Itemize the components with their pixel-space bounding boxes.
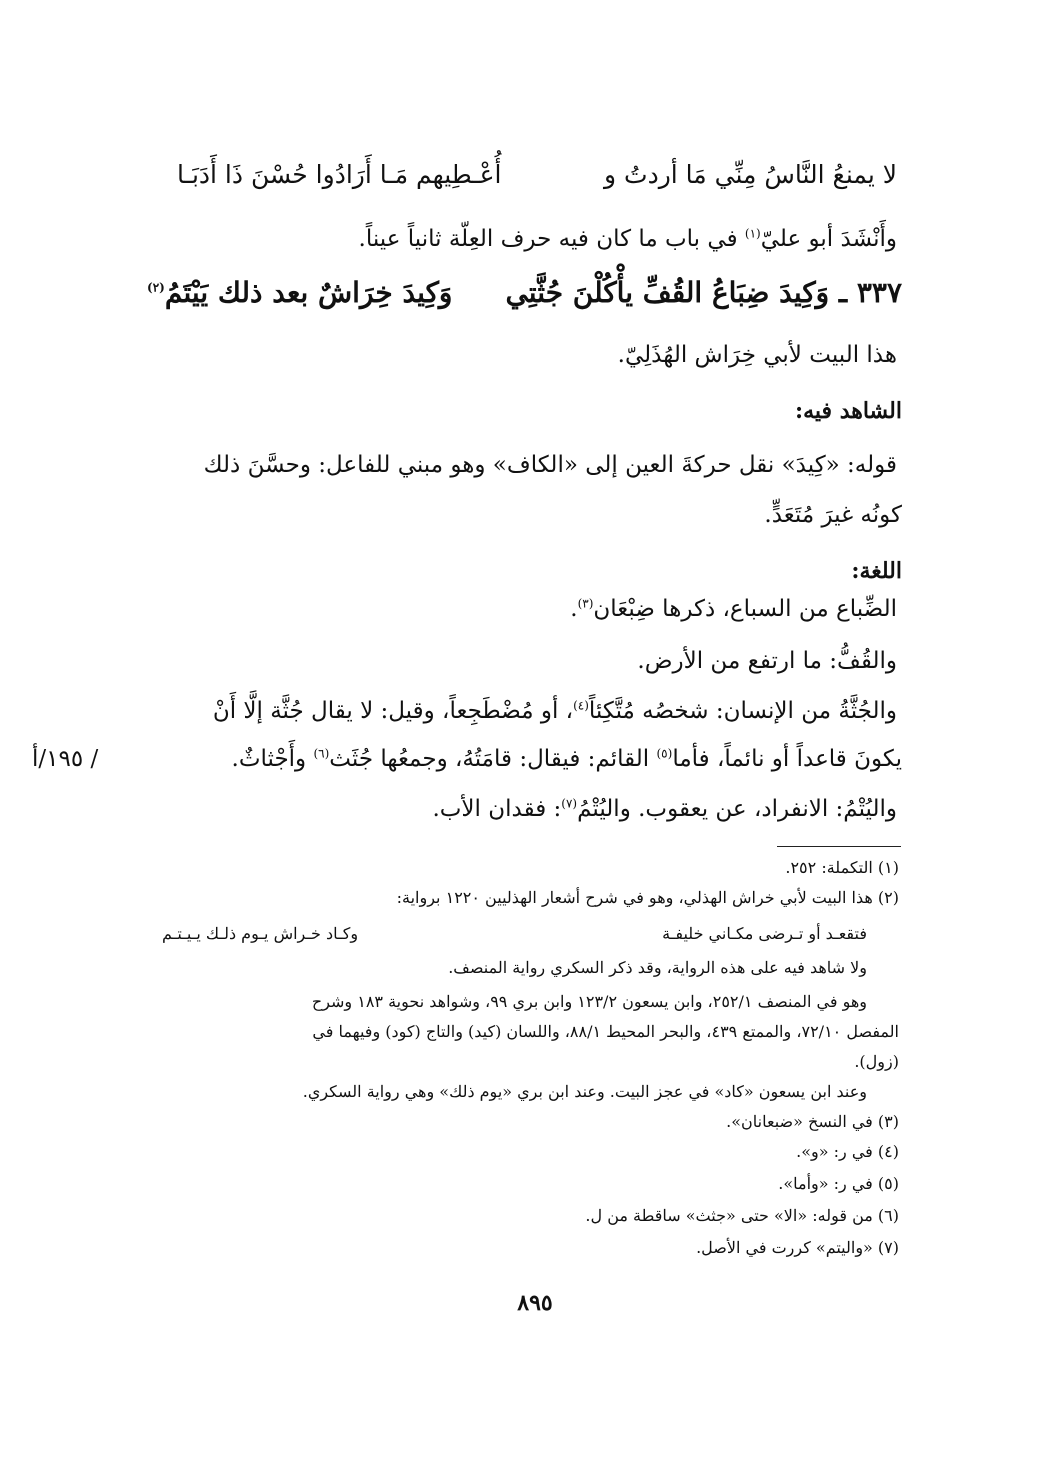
- intro-text-before: وأَنْشَدَ أبو عليّ: [760, 226, 897, 252]
- footnote-1: (١) التكملة: ٢٥٢.: [785, 858, 899, 877]
- footnote-2-line-3: ولا شاهد فيه على هذه الرواية، وقد ذكر السكري رواية المنصف.: [448, 958, 867, 977]
- footnote-2-line-7: وعند ابن يسعون «كاد» في عجز البيت. وعند ابن بري «يوم ذلك» وهي رواية السكري.: [302, 1082, 867, 1101]
- heading-lugha: اللغة:: [851, 558, 902, 584]
- footnote-marker-4: (٤): [573, 698, 589, 713]
- footnote-7: (٧) «واليتم» كررت في الأصل.: [696, 1238, 899, 1257]
- lugha-line-1-text: الضِّباع من السباع، ذكرها ضِبْعَان: [593, 596, 897, 622]
- lugha-line-1: [570, 596, 897, 622]
- attribution-line: هذا البيت لأبي خِرَاش الهُذَلِيّ.: [617, 342, 897, 368]
- lugha-line-3-part1: والجُثَّةُ من الإنسان: شخصُه مُتَّكِئاً: [588, 698, 897, 724]
- lugha-line-2: والقُفُّ: ما ارتفع من الأرض.: [637, 648, 897, 674]
- shahid-line-2: كونُه غيرَ مُتَعَدٍّ.: [764, 502, 902, 528]
- lugha-line-4-part2: القائم: فيقال: قامَتُهُ، وجمعُها جُثَث: [329, 746, 657, 772]
- page-number: ٨٩٥: [517, 1290, 553, 1316]
- lugha-line-3-part2: ، أو مُضْطَجِعاً، وقيل: لا يقال جُثَّة إلَّا أَنْ: [212, 698, 574, 724]
- lugha-line-4-part1: يكونَ قاعداً أو نائماً، فأما: [672, 746, 902, 772]
- lugha-line-5-part2: : فقدان الأب.: [432, 796, 562, 822]
- footnote-2-verse: [162, 924, 867, 950]
- main-verse-first-hemistich: ٣٣٧ ـ وَكِيدَ ضِبَاعُ القُفِّ يأْكُلْنَ جُثَّتِي: [505, 276, 902, 309]
- main-verse: [147, 276, 902, 324]
- footnote-5: (٥) في ر: «وأما».: [778, 1174, 899, 1193]
- lugha-line-4: [232, 746, 902, 772]
- lugha-line-1-end: .: [570, 596, 578, 622]
- footnote-2: (٢) هذا البيت لأبي خراش الهذلي، وهو في شرح أشعار الهذليين ١٢٢٠ برواية:: [396, 888, 899, 907]
- footnote-marker-6: (٦): [313, 746, 330, 761]
- footnote-marker-7: (٧): [561, 796, 578, 811]
- footnote-2-line-4: وهو في المنصف ٢٥٢/١، وابن يسعون ١٢٣/٢ وابن بري ٩٩، وشواهد نحوية ١٨٣ وشرح: [311, 992, 867, 1011]
- footnote-3: (٣) في النسخ «ضبعانان».: [726, 1112, 899, 1131]
- heading-shahid: الشاهد فيه:: [794, 398, 902, 424]
- footnote-marker-2: (٢): [147, 280, 165, 295]
- footnote-marker-1: (١): [744, 226, 761, 241]
- intro-text-after: في باب ما كان فيه حرف العِلّة ثانياً عيناً.: [358, 226, 745, 252]
- footnote-2-verse-first: فتقعـد أو تـرضى مكـاني خليفـة: [662, 924, 867, 943]
- lugha-line-5: [432, 796, 897, 822]
- footnote-marker-5: (٥): [656, 746, 673, 761]
- footnote-2-verse-second: وكـاد خـراش يـوم ذلـك يـيـتـم: [162, 924, 359, 943]
- footnote-marker-3: (٣): [577, 596, 594, 611]
- lugha-line-5-part1: واليُتْمُ: الانفراد، عن يعقوب. واليُتْمُ: [577, 796, 897, 822]
- footnote-2-line-6: (زول).: [854, 1052, 899, 1071]
- lugha-line-4-part3: وأَجْثاثٌ.: [231, 746, 314, 772]
- lugha-line-3: [213, 698, 897, 724]
- footnote-separator: [777, 846, 901, 847]
- verse-top-second-hemistich: أُعْـطِيهم مَـا أَرَادُوا حُسْنَ ذَا أَدَبَـا: [177, 160, 502, 189]
- footnote-6: (٦) من قوله: «الا» حتى «جثث» ساقطة من ل.: [585, 1206, 899, 1225]
- footnote-4: (٤) في ر: «و».: [796, 1142, 899, 1161]
- main-verse-second-hemistich: [147, 276, 452, 309]
- main-verse-second-text: وَكِيدَ خِرَاشٌ بعد ذلك يَيْتَمُ: [164, 276, 453, 309]
- intro-line: [359, 226, 897, 252]
- verse-top-first-hemistich: لا يمنعُ النَّاسُ مِنِّي مَا أردتُ و: [604, 160, 897, 189]
- shahid-line-1: قوله: «كِيدَ» نقل حركةَ العين إلى «الكاف» وهو مبني للفاعل: وحسَّنَ ذلك: [203, 452, 897, 478]
- footnote-2-line-5: المفصل ٧٢/١٠، والممتع ٤٣٩، والبحر المحيط ٨٨/١، واللسان (كيد) والتاج (كود) وفيهما في: [312, 1022, 899, 1041]
- margin-folio-marker: / ١٩٥/أ: [32, 746, 99, 772]
- verse-top: [177, 160, 897, 204]
